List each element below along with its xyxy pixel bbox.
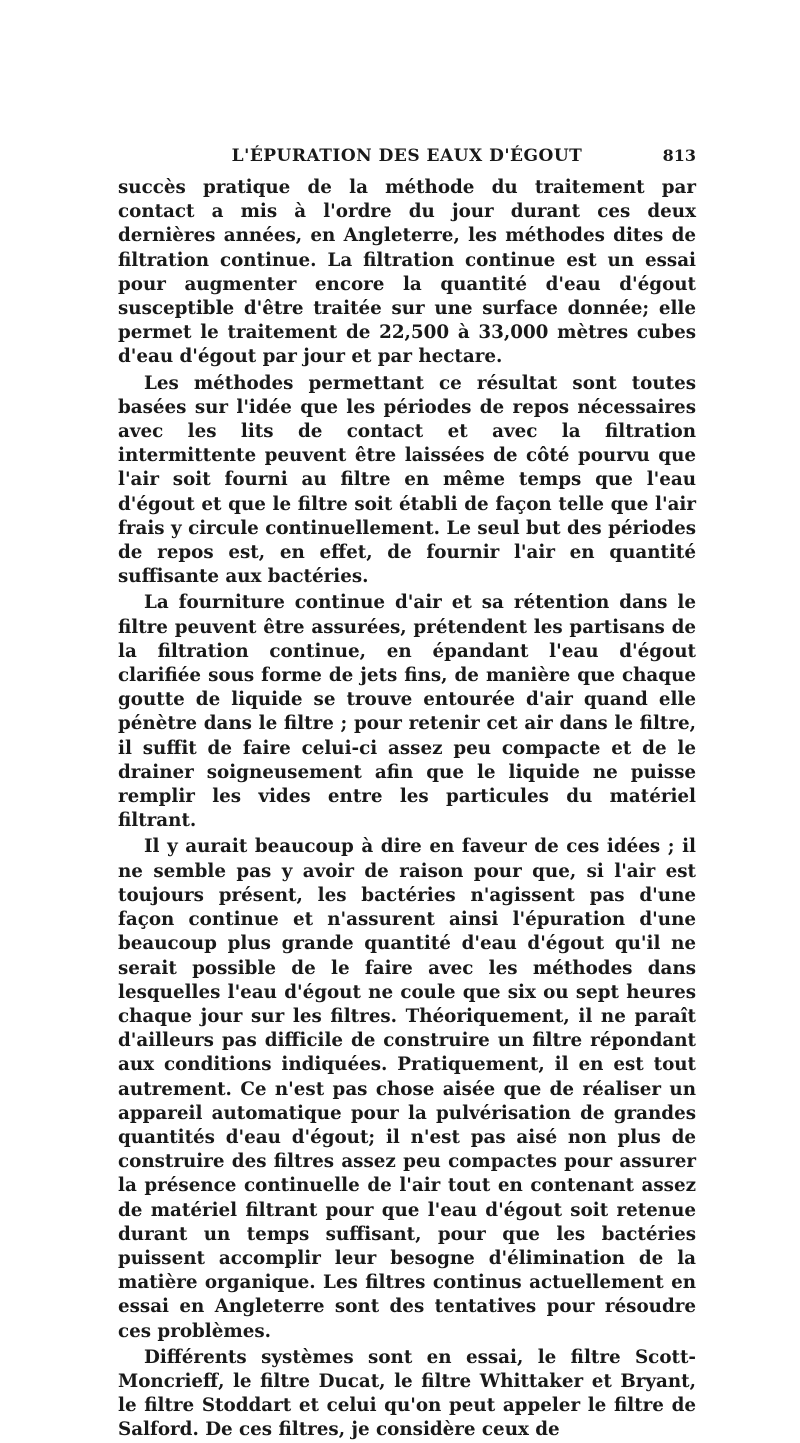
body-text: [118, 176, 696, 1443]
running-title: L'ÉPURATION DES EAUX D'ÉGOUT: [231, 146, 583, 166]
paragraph-3: La fourniture continue d'air et sa rétention dans le filtre peuvent être assurées, prétendent les partisans de la filtration continue, en épandant l'eau d'égout clarifiée sous forme de jets fins, de manière que chaque goutte de liquide se trouve entourée d'air quand elle pénètre dans le filtre ; pour retenir cet air dans le filtre, il suffit de faire celui-ci assez peu compacte et de le drainer soigneusement afin que le liquide ne puisse remplir les vides entre les particules du matériel filtrant.: [118, 592, 696, 832]
page-number: 813: [662, 146, 696, 165]
paragraph-2: Les méthodes permettant ce résultat sont toutes basées sur l'idée que les périodes de repos nécessaires avec les lits de contact et avec la filtration intermittente peuvent être laissées de côté pourvu que l'air soit fourni au filtre en même temps que l'eau d'égout et que le filtre soit établi de façon telle que l'air frais y circule continuellement. Le seul but des périodes de repos est, en effet, de fournir l'air en quantité suffisante aux bactéries.: [118, 372, 696, 588]
paragraph-4: Il y aurait beaucoup à dire en faveur de ces idées ; il ne semble pas y avoir de raison pour que, si l'air est toujours présent, les bactéries n'agissent pas d'une façon continue et n'assurent ainsi l'épuration d'une beaucoup plus grande quantité d'eau d'égout qu'il ne serait possible de le faire avec les méthodes dans lesquelles l'eau d'égout ne coule que six ou sept heures chaque jour sur les filtres. Théoriquement, il ne paraît d'ailleurs pas difficile de construire un filtre répondant aux conditions indiquées. Pratiquement, il en est tout autrement. Ce n'est pas chose aisée que de réaliser un appareil automatique pour la pulvérisation de grandes quantités d'eau d'égout; il n'est pas aisé non plus de construire des filtres assez peu compactes pour assurer la présence continuelle de l'air tout en contenant assez de matériel filtrant pour que l'eau d'égout soit retenue durant un temps suffisant, pour que les bactéries puissent accomplir leur besogne d'élimination de la matière organique. Les filtres continus actuellement en essai en Angleterre sont des tentatives pour résoudre ces problèmes.: [118, 836, 696, 1342]
paragraph-1: succès pratique de la méthode du traitement par contact a mis à l'ordre du jour durant ces deux dernières années, en Angleterre, les méthodes dites de filtration continue. La filtration continue est un essai pour augmenter encore la quantité d'eau d'égout susceptible d'être traitée sur une surface donnée; elle permet le traitement de 22,500 à 33,000 mètres cubes d'eau d'égout par jour et par hectare.: [118, 177, 696, 368]
page-header: [118, 146, 696, 170]
paragraph-5: Différents systèmes sont en essai, le filtre Scott-Moncrieff, le filtre Ducat, le filtre Whittaker et Bryant, le filtre Stoddart et celui qu'on peut appeler le filtre de Salford. De ces filtres, je considère ceux de: [118, 1346, 696, 1441]
